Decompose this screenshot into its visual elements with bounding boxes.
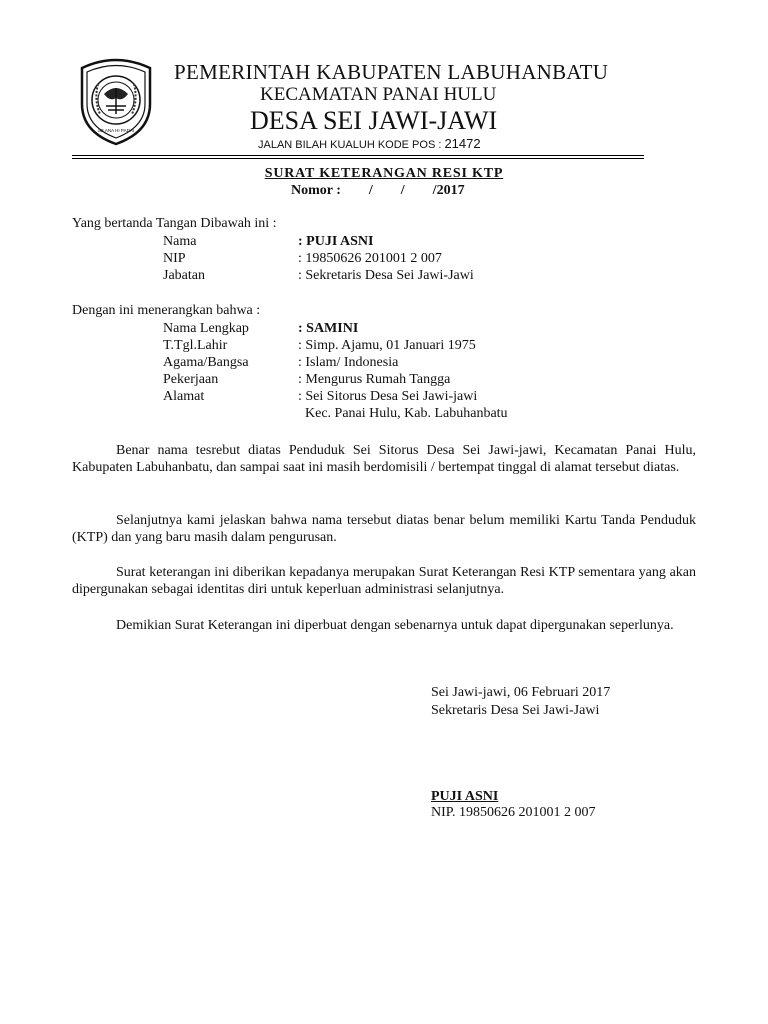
letterhead-divider-thick <box>72 155 644 156</box>
subject-religion-value: : Islam/ Indonesia <box>298 355 399 370</box>
subject-fullname-label: Nama Lengkap <box>163 321 249 336</box>
letterhead-village: DESA SEI JAWI-JAWI <box>250 106 498 135</box>
signature-name: PUJI ASNI <box>431 789 499 804</box>
letter-title: SURAT KETERANGAN RESI KTP <box>264 166 504 181</box>
signer-position-label: Jabatan <box>163 268 205 283</box>
subject-religion-label: Agama/Bangsa <box>163 355 249 370</box>
subject-occupation-value: : Mengurus Rumah Tangga <box>298 372 451 387</box>
signer-position-value: : Sekretaris Desa Sei Jawi-Jawi <box>298 268 474 283</box>
signer-nip-label: NIP <box>163 251 186 266</box>
address-text: JALAN BILAH KUALUH KODE POS : <box>258 139 442 151</box>
subject-address-value: : Sei Sitorus Desa Sei Jawi-jawi <box>298 389 478 404</box>
subject-address-label: Alamat <box>163 389 205 404</box>
paragraph-domicile: Benar nama tesrebut diatas Penduduk Sei Sitorus Desa Sei Jawi-jawi, Kecamatan Panai Hulu, Kabupaten Labuhanbatu, dan sampai saat ini masih berdomisili / bertempat tinggal di alamat tersebut diatas. <box>72 443 696 475</box>
regency-emblem-logo <box>76 54 156 146</box>
postal-code: 21472 <box>444 136 481 151</box>
subject-fullname-value: : SAMINI <box>298 321 359 336</box>
letterhead-government: PEMERINTAH KABUPATEN LABUHANBATU <box>174 60 609 84</box>
letterhead-divider-thin <box>72 158 644 159</box>
signature-place-date: Sei Jawi-jawi, 06 Februari 2017 <box>431 685 611 700</box>
subject-occupation-label: Pekerjaan <box>163 372 219 387</box>
signature-nip: NIP. 19850626 201001 2 007 <box>431 805 596 820</box>
subject-birth-value: : Simp. Ajamu, 01 Januari 1975 <box>298 338 476 353</box>
paragraph-ktp-status: Selanjutnya kami jelaskan bahwa nama tersebut diatas benar belum memiliki Kartu Tanda Penduduk (KTP) dan yang baru masih dalam pengurusan. <box>72 513 696 545</box>
letter-number: Nomor : / / /2017 <box>291 183 465 198</box>
paragraph-purpose: Surat keterangan ini diberikan kepadanya merupakan Surat Keterangan Resi KTP sementara yang akan dipergunakan sebagai identitas diri untuk keperluan administrasi selanjutnya. <box>72 565 696 597</box>
letterhead-address <box>258 136 481 151</box>
subject-birth-label: T.Tgl.Lahir <box>163 338 228 353</box>
letterhead-district: KECAMATAN PANAI HULU <box>260 84 497 105</box>
subject-address-line2: Kec. Panai Hulu, Kab. Labuhanbatu <box>305 406 508 421</box>
signature-position: Sekretaris Desa Sei Jawi-Jawi <box>431 703 600 718</box>
signer-intro: Yang bertanda Tangan Dibawah ini : <box>72 216 277 231</box>
subject-intro: Dengan ini menerangkan bahwa : <box>72 303 261 318</box>
paragraph-closing: Demikian Surat Keterangan ini diperbuat dengan sebenarnya untuk dapat dipergunakan seperlunya. <box>116 618 674 633</box>
signer-nip-value: : 19850626 201001 2 007 <box>298 251 442 266</box>
emblem-motto: SE ANA HI PADAI <box>97 128 135 133</box>
signer-name-label: Nama <box>163 234 197 249</box>
signer-name-value: : PUJI ASNI <box>298 234 374 249</box>
